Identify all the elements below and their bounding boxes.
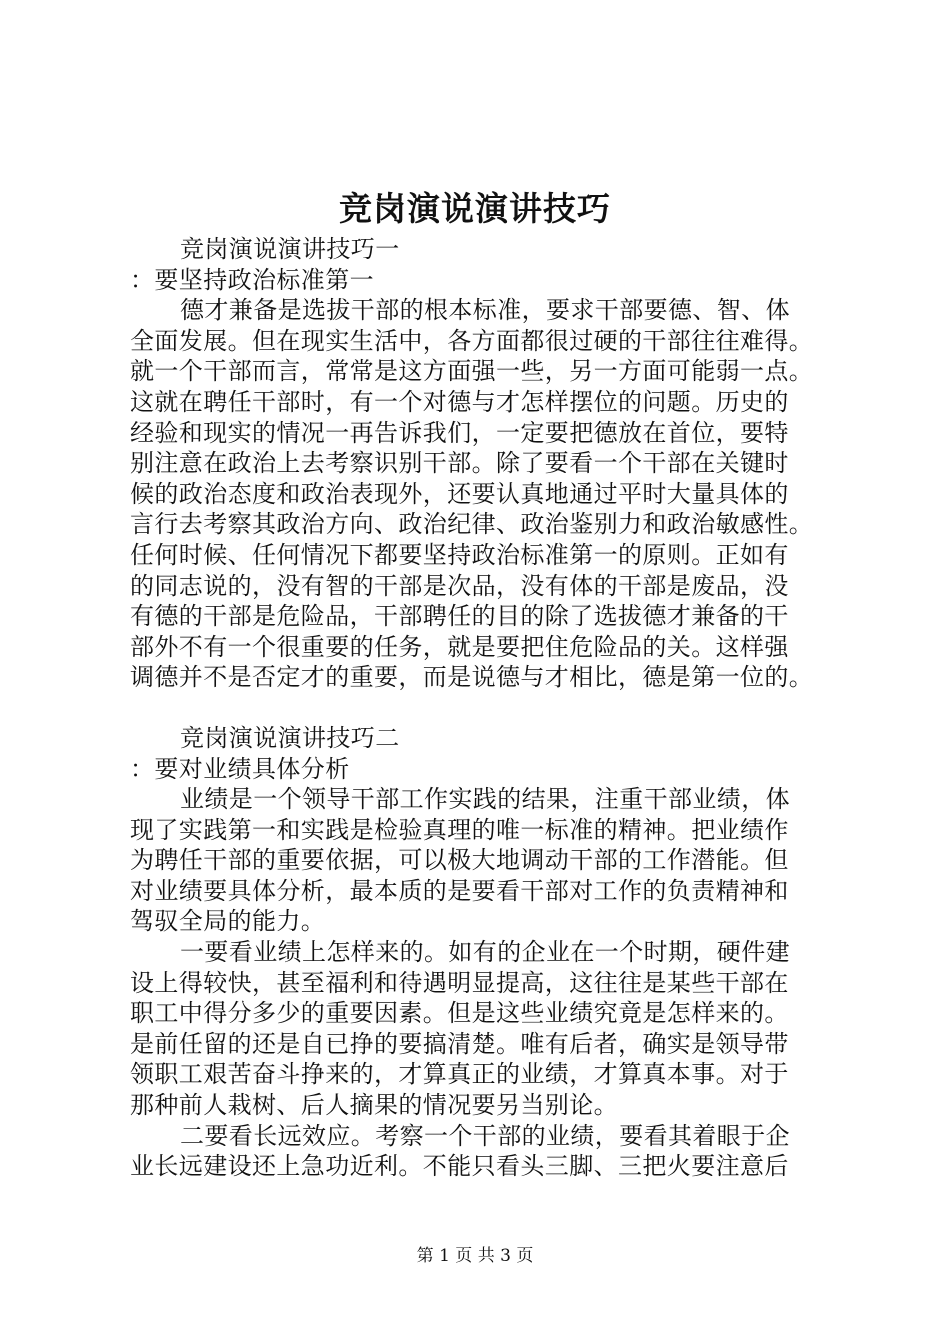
body-line: 那种前人栽树、后人摘果的情况要另当别论。 (130, 1091, 618, 1120)
body-line: 任何时候、任何情况下都要坚持政治标准第一的原则。正如有 (130, 540, 789, 569)
body-line: 言行去考察其政治方向、政治纪律、政治鉴别力和政治敏感性。 (130, 510, 814, 539)
body-line: 就一个干部而言，常常是这方面强一些，另一方面可能弱一点。 (130, 357, 814, 386)
document-body (130, 234, 834, 1182)
body-line: 别注意在政治上去考察识别干部。除了要看一个干部在关键时 (130, 449, 789, 478)
body-line: 经验和现实的情况一再告诉我们，一定要把德放在首位，要特 (130, 418, 789, 447)
section-heading: 竞岗演说演讲技巧二 (180, 723, 400, 752)
body-line: 设上得较快，甚至福利和待遇明显提高，这往往是某些干部在 (130, 968, 789, 997)
body-line: 调德并不是否定才的重要，而是说德与才相比，德是第一位的。 (130, 663, 814, 692)
page-footer: 第 1 页 共 3 页 (416, 1246, 534, 1266)
body-line: 候的政治态度和政治表现外，还要认真地通过平时大量具体的 (130, 479, 789, 508)
body-line: 有德的干部是危险品，干部聘任的目的除了选拔德才兼备的干 (130, 602, 789, 631)
section-heading: 竞岗演说演讲技巧一 (180, 235, 400, 263)
body-line: 领职工艰苦奋斗挣来的，才算真正的业绩，才算真本事。对于 (130, 1060, 789, 1089)
body-line: 对业绩要具体分析，最本质的是要看干部对工作的负责精神和 (130, 876, 789, 905)
body-line: 德才兼备是选拔干部的根本标准，要求干部要德、智、体 (180, 296, 790, 325)
paragraph-gap (130, 693, 834, 723)
body-line: 为聘任干部的重要依据，可以极大地调动干部的工作潜能。但 (130, 846, 789, 875)
body-line: 的同志说的，没有智的干部是次品，没有体的干部是废品，没 (130, 571, 789, 600)
section-subheading: ：要对业绩具体分析 (130, 754, 350, 783)
body-line: 业绩是一个领导干部工作实践的结果，注重干部业绩，体 (180, 785, 790, 814)
body-line: 是前任留的还是自已挣的要搞清楚。唯有后者，确实是领导带 (130, 1029, 789, 1058)
body-line: 一要看业绩上怎样来的。如有的企业在一个时期，硬件建 (180, 938, 790, 967)
body-line: 全面发展。但在现实生活中，各方面都很过硬的干部往往难得。 (130, 326, 814, 355)
body-line: 这就在聘任干部时，有一个对德与才怎样摆位的问题。历史的 (130, 387, 789, 416)
body-line: 部外不有一个很重要的任务，就是要把住危险品的关。这样强 (130, 632, 789, 661)
document-title: 竞岗演说演讲技巧 (339, 189, 611, 228)
body-line: 职工中得分多少的重要因素。但是这些业绩究竟是怎样来的。 (130, 999, 789, 1028)
body-line: 现了实践第一和实践是检验真理的唯一标准的精神。把业绩作 (130, 815, 789, 844)
body-line: 驾驭全局的能力。 (130, 907, 326, 936)
body-line: 二要看长远效应。考察一个干部的业绩，要看其着眼于企 (180, 1121, 790, 1150)
body-line: 业长远建设还上急功近利。不能只看头三脚、三把火要注意后 (130, 1152, 789, 1181)
section-subheading: ：要坚持政治标准第一 (130, 265, 374, 294)
